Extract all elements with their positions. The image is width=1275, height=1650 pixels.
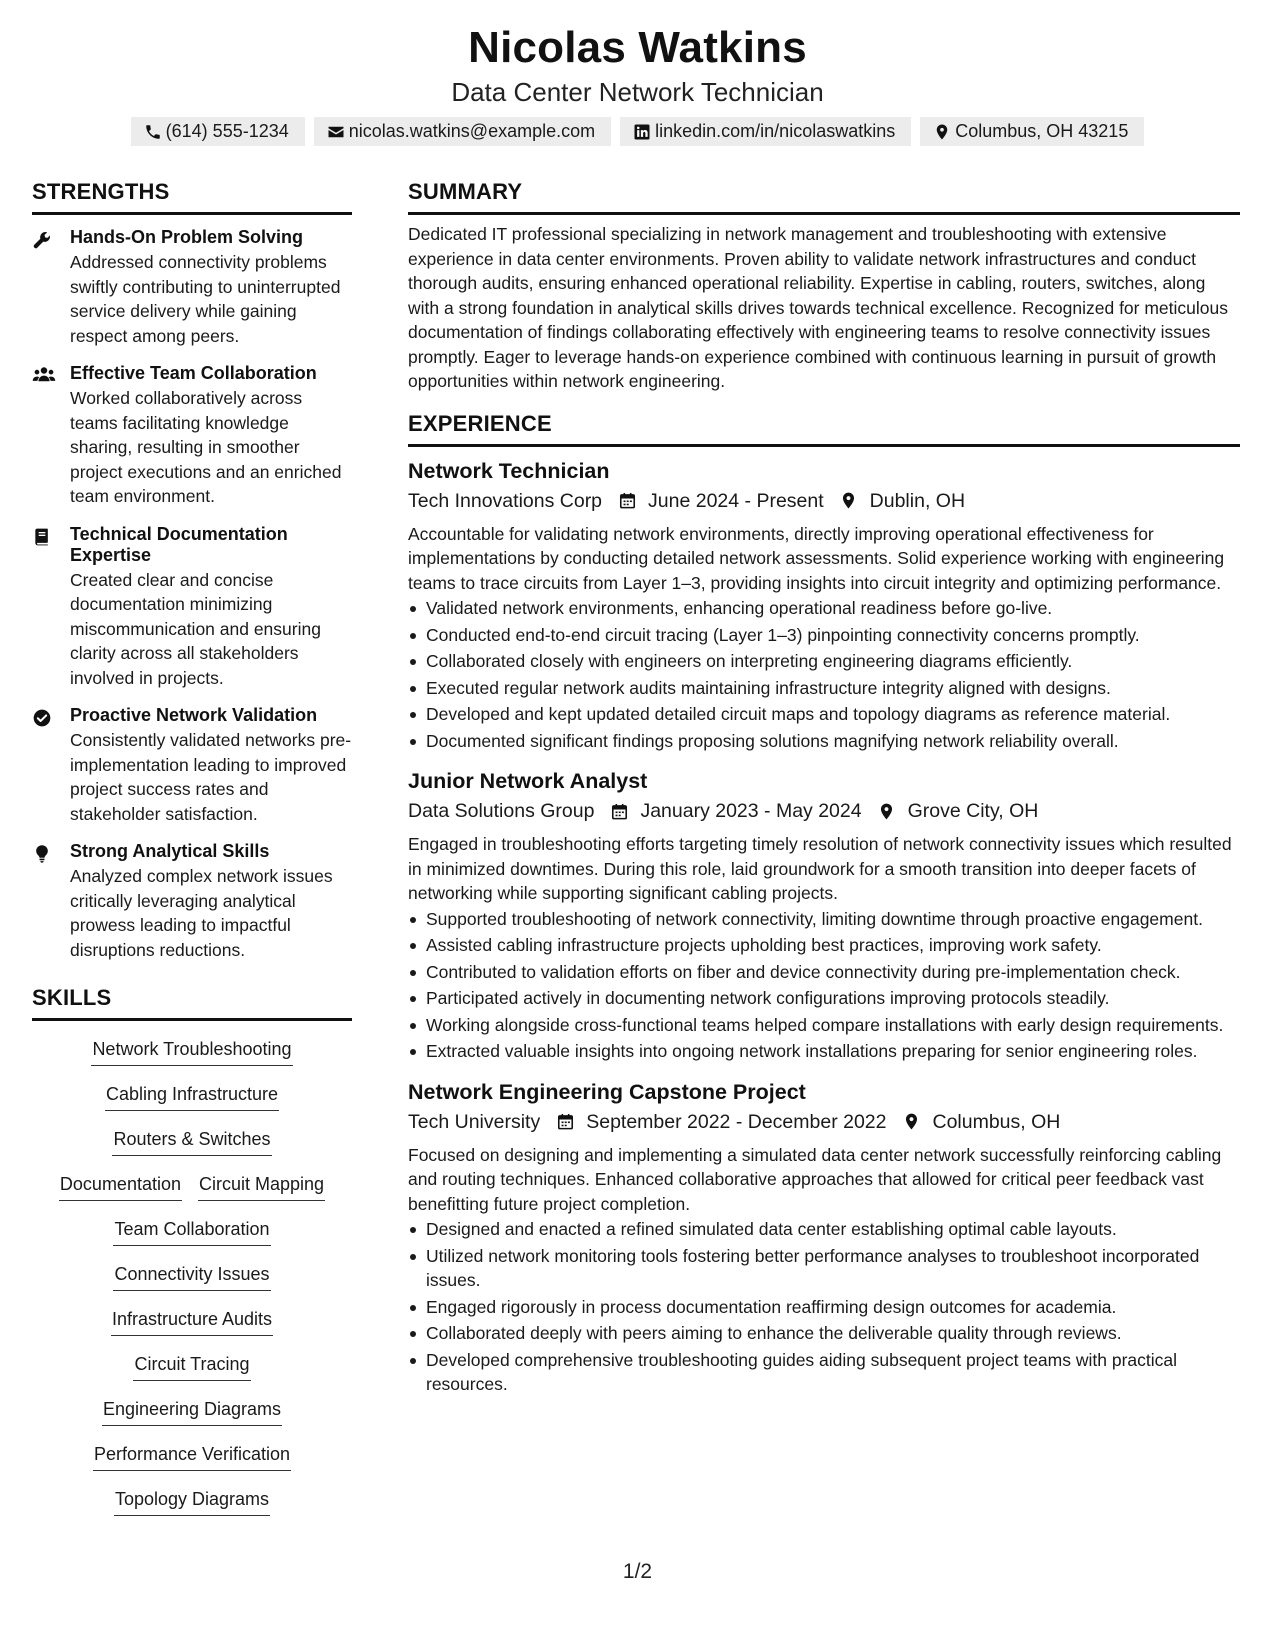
contact-linkedin-text: linkedin.com/in/nicolaswatkins bbox=[655, 121, 896, 141]
bullet-item: Designed and enacted a refined simulated data center establishing optimal cable layouts. bbox=[408, 1217, 1240, 1242]
skill-tag: Circuit Mapping bbox=[198, 1172, 325, 1201]
skill-tag: Connectivity Issues bbox=[113, 1262, 270, 1291]
bullet-item: Collaborated deeply with peers aiming to enhance the deliverable quality through reviews. bbox=[408, 1321, 1240, 1346]
bullet-item: Contributed to validation efforts on fiber and device connectivity during pre-implementation check. bbox=[408, 960, 1240, 985]
contact-linkedin[interactable] bbox=[620, 117, 911, 146]
job-bullets bbox=[408, 596, 1240, 753]
bullet-item: Executed regular network audits maintaining infrastructure integrity aligned with designs. bbox=[408, 676, 1240, 701]
contact-location-text: Columbus, OH 43215 bbox=[955, 121, 1129, 141]
skill-tag: Network Troubleshooting bbox=[91, 1037, 292, 1066]
strength-item bbox=[32, 705, 352, 826]
job-company: Tech University bbox=[408, 1110, 541, 1133]
strength-item bbox=[32, 524, 352, 691]
job-company: Tech Innovations Corp bbox=[408, 489, 603, 512]
summary-text: Dedicated IT professional specializing in network management and troubleshooting with extensive experience in data center environments. Proven ability to validate network infrastructures and conduct thorough audits, ensuring enhanced operational reliability. Expertise in cabling, routers, switches, along with a strong foundation in analytical skills drives towards technical excellence. Recognized for meticulous documentation of findings collaborating effectively with engineering teams to resolve connectivity issues promptly. Eager to leverage hands-on experience combined with continuous learning in pursuit of growth opportunities within network engineering. bbox=[408, 224, 1228, 391]
summary-heading: SUMMARY bbox=[408, 178, 1240, 215]
bullet-item: Utilized network monitoring tools fostering better performance analyses to troubleshoot incorporated issues. bbox=[408, 1244, 1240, 1293]
strength-title: Effective Team Collaboration bbox=[70, 363, 317, 383]
right-column bbox=[408, 178, 1240, 1399]
skill-tag: Documentation bbox=[59, 1172, 182, 1201]
strength-desc: Created clear and concise documentation minimizing miscommunication and ensuring clarity across all stakeholders involved in projects. bbox=[70, 569, 321, 688]
bullet-item: Collaborated closely with engineers on interpreting engineering diagrams efficiently. bbox=[408, 649, 1240, 674]
strength-item bbox=[32, 841, 352, 962]
experience-entry bbox=[408, 1078, 1240, 1397]
map-pin-icon bbox=[838, 490, 860, 512]
book-icon bbox=[32, 524, 70, 691]
job-meta bbox=[408, 797, 1240, 825]
calendar-icon bbox=[608, 800, 630, 822]
contact-email-text: nicolas.watkins@example.com bbox=[348, 121, 596, 141]
job-dates: September 2022 - December 2022 bbox=[586, 1110, 887, 1133]
skill-tag: Engineering Diagrams bbox=[102, 1397, 282, 1426]
job-bullets bbox=[408, 1217, 1240, 1397]
job-dates: January 2023 - May 2024 bbox=[640, 800, 862, 822]
candidate-name: Nicolas Watkins bbox=[468, 23, 807, 72]
job-location: Grove City, OH bbox=[907, 800, 1039, 822]
skill-tag: Topology Diagrams bbox=[114, 1487, 270, 1516]
left-column bbox=[32, 178, 352, 1532]
strength-desc: Analyzed complex network issues critically leveraging analytical prowess leading to impactful disruptions reductions. bbox=[70, 866, 333, 960]
bullet-item: Engaged rigorously in process documentation reaffirming design outcomes for academia. bbox=[408, 1295, 1240, 1320]
bullet-item: Supported troubleshooting of network connectivity, limiting downtime through proactive engagement. bbox=[408, 907, 1240, 932]
job-title: Network Engineering Capstone Project bbox=[408, 1079, 806, 1104]
bullet-item: Participated actively in documenting network configurations improving protocols steadily. bbox=[408, 986, 1240, 1011]
strength-title: Strong Analytical Skills bbox=[70, 841, 270, 861]
users-icon bbox=[32, 363, 70, 509]
skill-tag: Circuit Tracing bbox=[133, 1352, 250, 1381]
contact-location bbox=[920, 117, 1144, 146]
job-description: Engaged in troubleshooting efforts targeting timely resolution of network connectivity issues which resulted in minimized downtimes. During this role, laid groundwork for a smooth transition into deeper facets of networking while supporting significant cabling projects. bbox=[408, 834, 1232, 903]
contact-bar bbox=[0, 117, 1275, 146]
contact-phone-text: (614) 555-1234 bbox=[165, 121, 289, 141]
experience-entry bbox=[408, 767, 1240, 1064]
job-description: Accountable for validating network environments, directly improving operational effectiveness for implementations by conducting detailed network assessments. Solid experience working with engineering teams to trace circuits from Layer 1–3, providing insights into circuit integrity and optimizing performance. bbox=[408, 523, 1225, 593]
skills-list bbox=[32, 1037, 352, 1532]
check-circle-icon bbox=[32, 705, 70, 826]
contact-phone[interactable] bbox=[131, 117, 305, 146]
page-number: 1/2 bbox=[622, 1560, 653, 1583]
wrench-icon bbox=[32, 227, 70, 348]
job-bullets bbox=[408, 907, 1240, 1064]
bullet-item: Conducted end-to-end circuit tracing (Layer 1–3) pinpointing connectivity concerns promptly. bbox=[408, 623, 1240, 648]
job-title: Junior Network Analyst bbox=[408, 769, 648, 793]
skill-tag: Cabling Infrastructure bbox=[105, 1082, 279, 1111]
strengths-list bbox=[32, 227, 352, 962]
map-pin-icon bbox=[932, 122, 952, 142]
strength-title: Hands-On Problem Solving bbox=[70, 227, 304, 247]
bullet-item: Documented significant findings proposing solutions magnifying network reliability overall. bbox=[408, 729, 1240, 754]
skill-tag: Performance Verification bbox=[93, 1442, 291, 1471]
strength-title: Technical Documentation Expertise bbox=[70, 523, 288, 565]
bullet-item: Working alongside cross-functional teams helped compare installations with early design requirements. bbox=[408, 1013, 1240, 1038]
calendar-icon bbox=[616, 490, 638, 512]
lightbulb-icon bbox=[32, 841, 70, 962]
skill-tag: Team Collaboration bbox=[113, 1217, 270, 1246]
job-dates: June 2024 - Present bbox=[648, 489, 824, 512]
map-pin-icon bbox=[900, 1111, 922, 1133]
job-location: Dublin, OH bbox=[869, 489, 966, 512]
skill-tag: Infrastructure Audits bbox=[111, 1307, 273, 1336]
candidate-title: Data Center Network Technician bbox=[451, 77, 824, 107]
job-location: Columbus, OH bbox=[932, 1110, 1061, 1133]
experience-heading: EXPERIENCE bbox=[408, 410, 1240, 447]
skills-heading: SKILLS bbox=[32, 984, 352, 1021]
job-company: Data Solutions Group bbox=[408, 800, 595, 822]
resume-header bbox=[0, 22, 1275, 146]
strength-title: Proactive Network Validation bbox=[70, 705, 318, 725]
bullet-item: Assisted cabling infrastructure projects upholding best practices, improving work safety. bbox=[408, 933, 1240, 958]
job-title: Network Technician bbox=[408, 458, 610, 483]
strength-desc: Worked collaboratively across teams facilitating knowledge sharing, resulting in smoother project executions and an enriched team environment. bbox=[70, 388, 342, 506]
envelope-icon bbox=[326, 122, 346, 142]
map-pin-icon bbox=[876, 800, 898, 822]
strength-desc: Addressed connectivity problems swiftly contributing to uninterrupted service delivery while gaining respect among peers. bbox=[70, 252, 341, 346]
bullet-item: Developed and kept updated detailed circuit maps and topology diagrams as reference material. bbox=[408, 702, 1240, 727]
strength-desc: Consistently validated networks pre-implementation leading to improved project success rates and stakeholder satisfaction. bbox=[70, 730, 352, 824]
job-meta bbox=[408, 487, 1240, 515]
strength-item bbox=[32, 227, 352, 348]
job-meta bbox=[408, 1108, 1240, 1136]
strength-item bbox=[32, 363, 352, 509]
calendar-icon bbox=[554, 1111, 576, 1133]
linkedin-icon bbox=[632, 122, 652, 142]
bullet-item: Extracted valuable insights into ongoing network installations preparing for senior engineering roles. bbox=[408, 1039, 1240, 1064]
experience-entry bbox=[408, 457, 1240, 754]
job-description: Focused on designing and implementing a simulated data center network successfully reinforcing cabling and routing techniques. Enhanced collaborative approaches that allowed for critical peer feedback vast benefitting future project completion. bbox=[408, 1144, 1222, 1214]
contact-email[interactable] bbox=[314, 117, 611, 146]
strengths-heading: STRENGTHS bbox=[32, 178, 352, 215]
skill-tag: Routers & Switches bbox=[112, 1127, 271, 1156]
phone-icon bbox=[143, 122, 163, 142]
bullet-item: Developed comprehensive troubleshooting guides aiding subsequent project teams with practical resources. bbox=[408, 1348, 1240, 1397]
bullet-item: Validated network environments, enhancing operational readiness before go-live. bbox=[408, 596, 1240, 621]
